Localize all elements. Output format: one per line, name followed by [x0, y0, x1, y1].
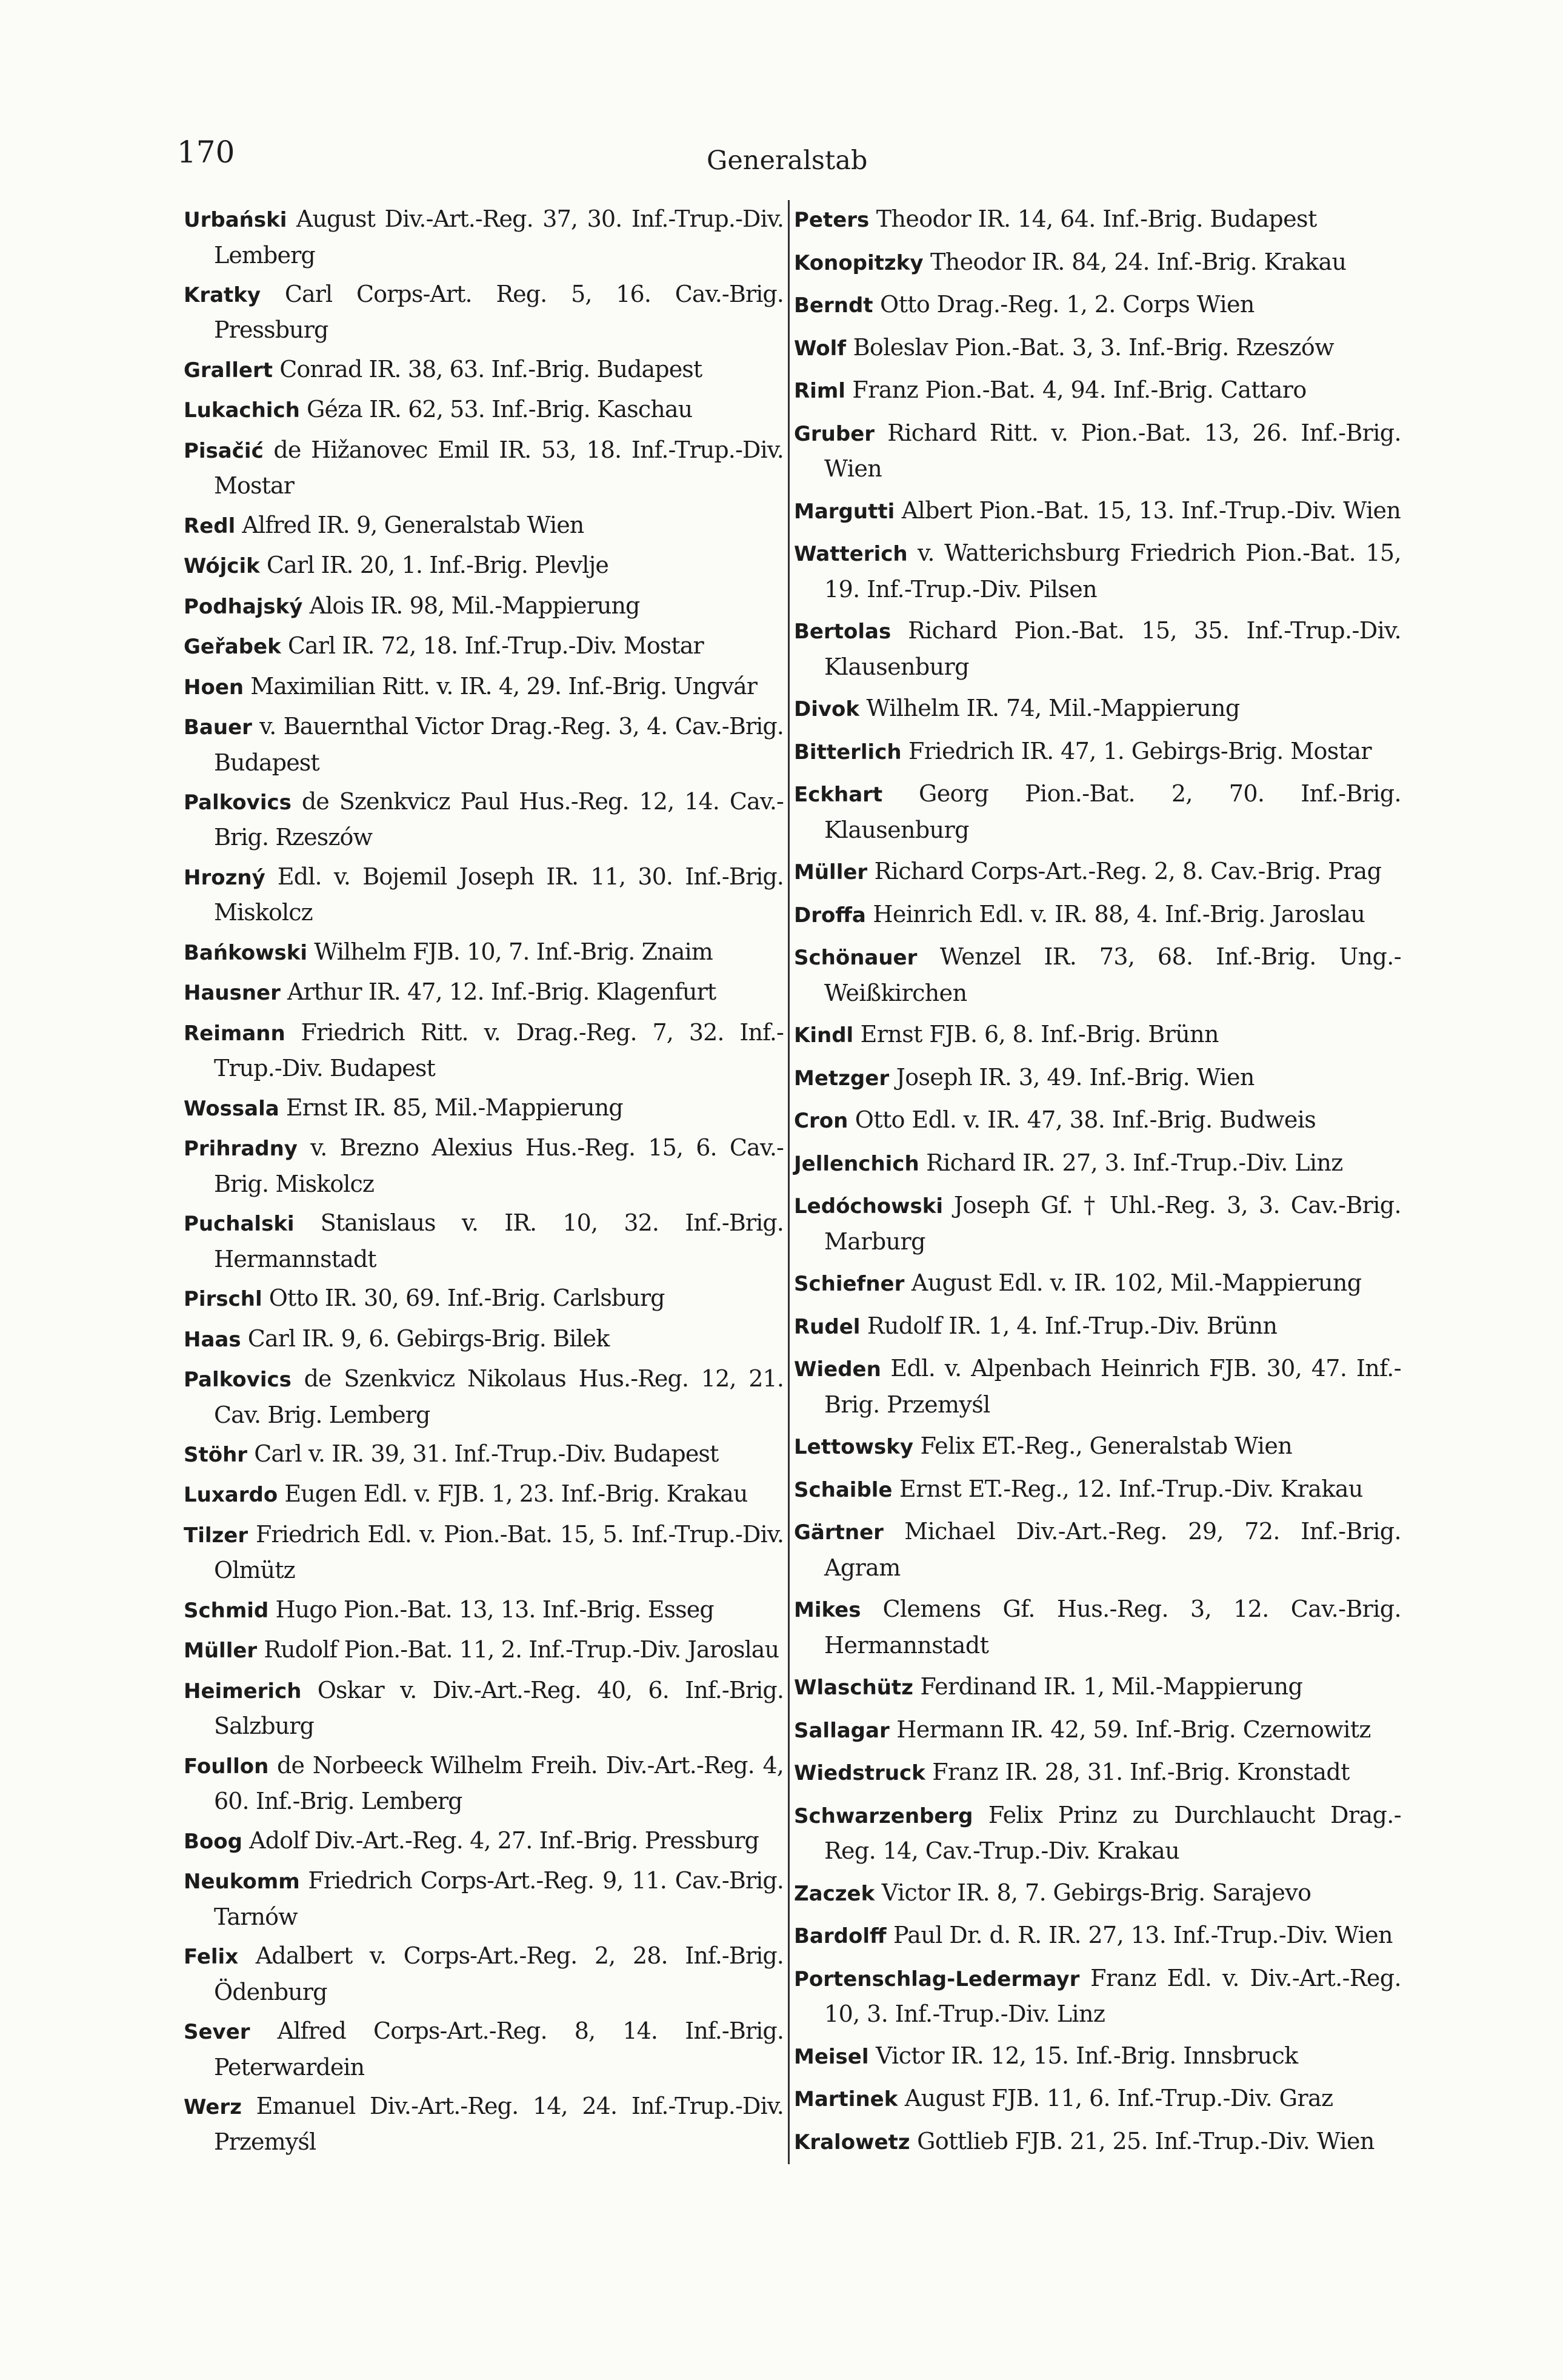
entry-surname: Wossala [184, 1096, 279, 1121]
entry-surname: Neukomm [184, 1870, 300, 1894]
entry-details: Oskar v. Div.-Art.-Reg. 40, 6. Inf.-Brig. Salzburg [214, 1676, 784, 1740]
list-item [184, 1823, 784, 1860]
list-item [184, 1593, 784, 1629]
list-item [794, 1429, 1401, 1465]
list-item [184, 709, 784, 780]
list-item [794, 493, 1401, 530]
list-item [184, 1362, 784, 1432]
entry-details: Ferdinand IR. 1, Mil.-Mappierung [913, 1673, 1303, 1700]
entry-details: Adolf Div.-Art.-Reg. 4, 27. Inf.-Brig. Pressburg [242, 1827, 759, 1854]
entry-details: Georg Pion.-Bat. 2, 70. Inf.-Brig. Klausenburg [824, 780, 1401, 843]
entry-details: Franz Edl. v. Div.-Art.-Reg. 10, 3. Inf.-Trup.-Div. Linz [824, 1964, 1401, 2027]
entry-surname: Martinek [794, 2087, 898, 2111]
list-item [794, 2081, 1401, 2118]
entry-details: Hugo Pion.-Bat. 13, 13. Inf.-Brig. Esseg [268, 1596, 714, 1623]
list-item [794, 1103, 1401, 1139]
entry-surname: Divok [794, 697, 860, 721]
entry-surname: Schmid [184, 1598, 269, 1623]
list-item [184, 975, 784, 1011]
entry-surname: Podhajský [184, 594, 303, 619]
entry-details: Wenzel IR. 73, 68. Inf.-Brig. Ung.-Weißkirchen [824, 943, 1401, 1006]
entry-details: Theodor IR. 84, 24. Inf.-Brig. Krakau [923, 248, 1347, 275]
entry-details: Wilhelm FJB. 10, 7. Inf.-Brig. Znaim [307, 938, 713, 965]
entry-details: Adalbert v. Corps-Art.-Reg. 2, 28. Inf.-Brig. Ödenburg [214, 1942, 784, 2005]
entry-surname: Tilzer [184, 1523, 248, 1548]
entry-surname: Cron [794, 1109, 848, 1133]
entry-details: Ernst IR. 85, Mil.-Mappierung [279, 1094, 623, 1121]
entry-details: Friedrich Ritt. v. Drag.-Reg. 7, 32. Inf.-Trup.-Div. Budapest [214, 1018, 784, 1082]
entry-details: Ernst ET.-Reg., 12. Inf.-Trup.-Div. Krakau [892, 1475, 1363, 1502]
list-item [184, 277, 784, 348]
entry-details: Rudolf IR. 1, 4. Inf.-Trup.-Div. Brünn [860, 1312, 1278, 1339]
entry-surname: Gärtner [794, 1520, 884, 1545]
list-item [794, 1188, 1401, 1259]
list-item [794, 777, 1401, 847]
list-item [184, 433, 784, 504]
entry-surname: Margutti [794, 499, 895, 524]
entry-surname: Lukachich [184, 398, 300, 423]
entry-details: Arthur IR. 47, 12. Inf.-Brig. Klagenfurt [280, 978, 716, 1006]
page-number: 170 [177, 135, 235, 170]
entry-details: Ernst FJB. 6, 8. Inf.-Brig. Brünn [853, 1021, 1219, 1048]
entry-details: Gottlieb FJB. 21, 25. Inf.-Trup.-Div. Wien [910, 2127, 1375, 2154]
entry-surname: Heimerich [184, 1679, 302, 1703]
list-item [794, 245, 1401, 281]
entry-surname: Gruber [794, 421, 875, 446]
entry-surname: Meisel [794, 2044, 869, 2069]
list-item [184, 392, 784, 429]
entry-details: Richard Pion.-Bat. 15, 35. Inf.-Trup.-Div. Klausenburg [824, 617, 1401, 680]
entry-details: Rudolf Pion.-Bat. 11, 2. Inf.-Trup.-Div. Jaroslau [257, 1636, 779, 1663]
entry-details: Friedrich Corps-Art.-Reg. 9, 11. Cav.-Brig. Tarnów [214, 1867, 784, 1930]
list-item [794, 330, 1401, 367]
list-item [184, 1633, 784, 1669]
list-item [794, 854, 1401, 891]
entry-surname: Felix [184, 1945, 239, 1970]
entry-details: Edl. v. Bojemil Joseph IR. 11, 30. Inf.-Brig. Miskolcz [214, 863, 784, 926]
list-item [184, 2014, 784, 2085]
entry-details: August FJB. 11, 6. Inf.-Trup.-Div. Graz [898, 2085, 1333, 2111]
list-item [794, 734, 1401, 770]
entry-details: Hermann IR. 42, 59. Inf.-Brig. Czernowitz [889, 1716, 1371, 1743]
entry-details: de Szenkvicz Paul Hus.-Reg. 12, 14. Cav.-Brig. Rzeszów [214, 787, 784, 851]
entry-surname: Urbański [184, 208, 287, 232]
entry-surname: Wieden [794, 1357, 881, 1382]
entry-surname: Ledóchowski [794, 1194, 944, 1218]
left-column [184, 202, 784, 2160]
entry-details: v. Brezno Alexius Hus.-Reg. 15, 6. Cav.-Brig. Miskolcz [214, 1134, 784, 1197]
entry-surname: Droffa [794, 903, 866, 928]
list-item [794, 1514, 1401, 1585]
list-item [184, 860, 784, 931]
list-item [794, 1918, 1401, 1954]
entry-surname: Bańkowski [184, 940, 308, 965]
entry-details: Alfred Corps-Art.-Reg. 8, 14. Inf.-Brig. Peterwardein [214, 2017, 784, 2081]
entry-surname: Eckhart [794, 783, 883, 807]
entry-details: August Div.-Art.-Reg. 37, 30. Inf.-Trup.-Div. Lemberg [214, 206, 784, 269]
list-item [794, 1017, 1401, 1054]
entry-details: de Norbeeck Wilhelm Freih. Div.-Art.-Reg. 4, 60. Inf.-Brig. Lemberg [214, 1751, 784, 1815]
list-item [184, 2089, 784, 2160]
entry-details: Heinrich Edl. v. IR. 88, 4. Inf.-Brig. Jaroslau [865, 900, 1365, 928]
entry-surname: Bitterlich [794, 740, 902, 764]
list-item [184, 1322, 784, 1358]
list-item [184, 629, 784, 665]
right-column [794, 202, 1401, 2160]
list-item [184, 202, 784, 273]
entry-details: Friedrich Edl. v. Pion.-Bat. 15, 5. Inf.-Trup.-Div. Olmütz [214, 1520, 784, 1584]
entry-surname: Müller [794, 860, 868, 884]
section-title: Generalstab [707, 145, 868, 176]
entry-surname: Bauer [184, 715, 252, 740]
list-item [184, 1281, 784, 1317]
list-item [794, 202, 1401, 238]
entry-details: Boleslav Pion.-Bat. 3, 3. Inf.-Brig. Rzeszów [846, 333, 1335, 361]
entry-details: Franz IR. 28, 31. Inf.-Brig. Kronstadt [925, 1759, 1350, 1785]
entry-details: Carl IR. 72, 18. Inf.-Trup.-Div. Mostar [281, 632, 704, 660]
entry-surname: Hrozný [184, 865, 265, 890]
entry-surname: Schaible [794, 1477, 893, 1502]
list-item [794, 373, 1401, 409]
entry-surname: Konopitzky [794, 250, 924, 275]
entry-details: Victor IR. 12, 15. Inf.-Brig. Innsbruck [868, 2042, 1298, 2069]
entry-surname: Kratky [184, 282, 261, 307]
entry-details: Wilhelm IR. 74, Mil.-Mappierung [859, 695, 1240, 721]
list-item [184, 1939, 784, 2010]
list-item [184, 1864, 784, 1934]
list-item [794, 1266, 1401, 1302]
entry-details: Carl IR. 20, 1. Inf.-Brig. Plevlje [259, 552, 609, 579]
entry-details: Paul Dr. d. R. IR. 27, 13. Inf.-Trup.-Div. Wien [886, 1922, 1393, 1948]
list-item [794, 1146, 1401, 1182]
entry-surname: Haas [184, 1327, 241, 1352]
entry-details: Albert Pion.-Bat. 15, 13. Inf.-Trup.-Div. Wien [895, 496, 1401, 524]
entry-surname: Luxardo [184, 1483, 278, 1508]
entry-surname: Zaczek [794, 1881, 875, 1906]
list-item [184, 352, 784, 389]
list-item [184, 1517, 784, 1588]
list-item [184, 784, 784, 855]
entry-details: Victor IR. 8, 7. Gebirgs-Brig. Sarajevo [875, 1879, 1311, 1906]
entry-surname: Müller [184, 1639, 258, 1663]
entry-surname: Hoen [184, 675, 244, 700]
entry-surname: Watterich [794, 542, 908, 566]
list-item [184, 1015, 784, 1086]
entry-details: de Szenkvicz Nikolaus Hus.-Reg. 12, 21. Cav. Brig. Lemberg [214, 1365, 784, 1428]
entry-surname: Bertolas [794, 620, 891, 644]
list-item [184, 508, 784, 544]
entry-surname: Reimann [184, 1021, 285, 1046]
entry-details: Otto Drag.-Reg. 1, 2. Corps Wien [873, 291, 1255, 318]
list-item [794, 1670, 1401, 1706]
list-item [184, 548, 784, 584]
list-item [184, 1673, 784, 1744]
entry-details: Carl Corps-Art. Reg. 5, 16. Cav.-Brig. Pressburg [214, 280, 784, 344]
entry-surname: Schiefner [794, 1272, 905, 1296]
entry-surname: Portenschlag-Ledermayr [794, 1967, 1080, 1991]
entry-surname: Grallert [184, 358, 273, 383]
entry-surname: Rudel [794, 1314, 861, 1339]
list-item [794, 1592, 1401, 1663]
list-item [794, 691, 1401, 727]
entry-details: Géza IR. 62, 53. Inf.-Brig. Kaschau [299, 396, 693, 423]
entry-details: Carl v. IR. 39, 31. Inf.-Trup.-Div. Budapest [247, 1440, 719, 1467]
entry-details: Stanislaus v. IR. 10, 32. Inf.-Brig. Hermannstadt [214, 1209, 784, 1272]
list-item [794, 1876, 1401, 1912]
entry-surname: Sallagar [794, 1718, 890, 1743]
entry-surname: Jellenchich [794, 1151, 919, 1176]
entry-details: Felix ET.-Reg., Generalstab Wien [913, 1432, 1293, 1459]
entry-details: Emanuel Div.-Art.-Reg. 14, 24. Inf.-Trup.-Div. Przemyśl [214, 2092, 784, 2156]
list-item [794, 2124, 1401, 2161]
entry-surname: Metzger [794, 1066, 890, 1091]
list-item [184, 1437, 784, 1473]
list-item [794, 613, 1401, 684]
running-head [177, 135, 1425, 177]
entry-surname: Geřabek [184, 635, 281, 660]
entry-surname: Palkovics [184, 790, 292, 815]
list-item [184, 589, 784, 625]
entry-surname: Puchalski [184, 1212, 295, 1237]
entry-details: Otto IR. 30, 69. Inf.-Brig. Carlsburg [262, 1285, 665, 1312]
entry-details: Friedrich IR. 47, 1. Gebirgs-Brig. Mostar [901, 737, 1371, 764]
entry-details: Carl IR. 9, 6. Gebirgs-Brig. Bilek [241, 1325, 610, 1352]
list-item [184, 1131, 784, 1202]
entry-details: Richard Corps-Art.-Reg. 2, 8. Cav.-Brig. Prag [867, 858, 1382, 884]
list-item [794, 1060, 1401, 1097]
entry-surname: Werz [184, 2094, 242, 2119]
list-item [184, 935, 784, 971]
entry-details: Richard Ritt. v. Pion.-Bat. 13, 26. Inf.-Brig. Wien [824, 419, 1401, 482]
list-item [184, 1206, 784, 1277]
list-item [794, 536, 1401, 607]
entry-surname: Prihradny [184, 1137, 298, 1162]
entry-surname: Riml [794, 379, 845, 403]
list-item [794, 1798, 1401, 1869]
entry-surname: Redl [184, 513, 236, 538]
entry-surname: Pisačić [184, 438, 264, 463]
list-item [794, 1961, 1401, 2032]
entry-surname: Boog [184, 1829, 242, 1854]
entry-details: Alfred IR. 9, Generalstab Wien [235, 511, 584, 538]
entry-surname: Berndt [794, 293, 873, 318]
list-item [794, 416, 1401, 487]
list-item [794, 287, 1401, 324]
list-item [184, 669, 784, 706]
entry-details: Theodor IR. 14, 64. Inf.-Brig. Budapest [869, 206, 1317, 232]
list-item [794, 2039, 1401, 2075]
list-item [794, 1713, 1401, 1749]
entry-surname: Schwarzenberg [794, 1803, 973, 1828]
entry-details: Conrad IR. 38, 63. Inf.-Brig. Budapest [273, 355, 702, 383]
list-item [794, 897, 1401, 934]
entry-details: Maximilian Ritt. v. IR. 4, 29. Inf.-Brig. Ungvár [244, 672, 758, 700]
list-item [794, 1309, 1401, 1345]
entry-details: v. Bauernthal Victor Drag.-Reg. 3, 4. Cav.-Brig. Budapest [214, 713, 784, 776]
entry-details: Joseph IR. 3, 49. Inf.-Brig. Wien [889, 1063, 1255, 1091]
entry-details: Felix Prinz zu Durchlaucht Drag.-Reg. 14, Cav.-Trup.-Div. Krakau [824, 1801, 1401, 1864]
entry-surname: Palkovics [184, 1368, 292, 1392]
entry-surname: Wójcik [184, 554, 260, 579]
entry-details: Eugen Edl. v. FJB. 1, 23. Inf.-Brig. Krakau [278, 1480, 748, 1508]
column-divider [788, 200, 790, 2164]
entry-surname: Lettowsky [794, 1435, 914, 1459]
list-item [184, 1748, 784, 1819]
entry-surname: Foullon [184, 1754, 269, 1779]
entry-surname: Kralowetz [794, 2130, 910, 2154]
entry-details: Richard IR. 27, 3. Inf.-Trup.-Div. Linz [919, 1149, 1343, 1176]
entry-surname: Stöhr [184, 1442, 248, 1467]
list-item [184, 1091, 784, 1127]
entry-details: Clemens Gf. Hus.-Reg. 3, 12. Cav.-Brig. Hermannstadt [824, 1596, 1401, 1659]
list-item [794, 1472, 1401, 1508]
entry-details: Joseph Gf. † Uhl.-Reg. 3, 3. Cav.-Brig. Marburg [824, 1192, 1401, 1255]
entry-details: Franz Pion.-Bat. 4, 94. Inf.-Brig. Cattaro [845, 376, 1307, 403]
entry-surname: Wolf [794, 336, 847, 361]
list-item [184, 1477, 784, 1513]
entry-surname: Hausner [184, 981, 281, 1006]
list-item [794, 1351, 1401, 1422]
entry-surname: Schönauer [794, 946, 918, 970]
entry-surname: Mikes [794, 1598, 861, 1622]
entry-surname: Bardolff [794, 1924, 887, 1948]
entry-surname: Sever [184, 2020, 250, 2044]
entry-details: August Edl. v. IR. 102, Mil.-Mappierung [904, 1269, 1362, 1296]
entry-surname: Wlaschütz [794, 1676, 913, 1700]
entry-surname: Kindl [794, 1023, 854, 1048]
list-item [794, 1755, 1401, 1791]
entry-surname: Peters [794, 208, 870, 232]
entry-details: v. Watterichsburg Friedrich Pion.-Bat. 15, 19. Inf.-Trup.-Div. Pilsen [824, 540, 1401, 603]
list-item [794, 940, 1401, 1011]
entry-details: Edl. v. Alpenbach Heinrich FJB. 30, 47. Inf.-Brig. Przemyśl [824, 1355, 1401, 1418]
entry-surname: Pirschl [184, 1287, 262, 1312]
entry-surname: Wiedstruck [794, 1761, 925, 1785]
entry-details: de Hižanovec Emil IR. 53, 18. Inf.-Trup.-Div. Mostar [214, 436, 784, 500]
entry-details: Michael Div.-Art.-Reg. 29, 72. Inf.-Brig. Agram [824, 1518, 1401, 1581]
entry-details: Otto Edl. v. IR. 47, 38. Inf.-Brig. Budweis [848, 1106, 1316, 1133]
entry-details: Alois IR. 98, Mil.-Mappierung [302, 592, 640, 619]
